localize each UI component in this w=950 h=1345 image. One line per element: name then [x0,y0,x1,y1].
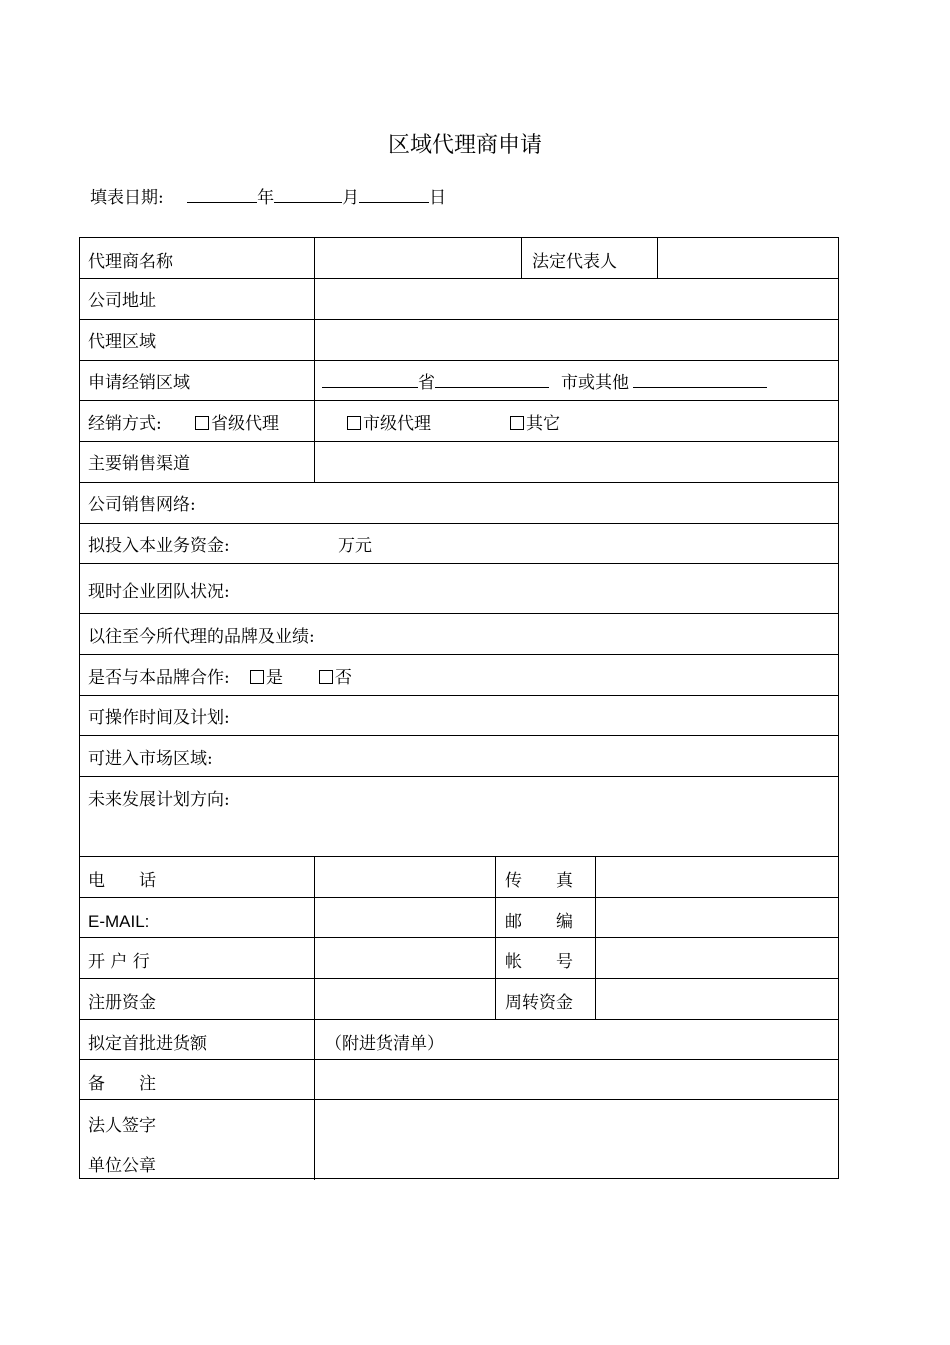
month-blank[interactable] [274,188,342,203]
history-label: 以往至今所代理的品牌及业绩: [88,627,315,647]
coop-label: 是否与本品牌合作: [88,668,230,688]
city-blank[interactable] [435,373,549,388]
bank-label: 开 户 行 [88,952,150,972]
checkbox-icon[interactable] [195,416,209,430]
city-other-label: 市或其他 [561,373,629,393]
schedule-label: 可操作时间及计划: [88,708,230,728]
checkbox-icon[interactable] [319,670,333,684]
agency-region-label: 代理区域 [88,332,156,352]
fax-label: 传 真 [505,871,573,891]
seal-label: 单位公章 [88,1156,156,1176]
legal-rep-label: 法定代表人 [532,252,617,272]
fill-date [90,183,446,208]
year-blank[interactable] [187,188,257,203]
fill-date-label: 填表日期: [90,188,164,208]
future-label: 未来发展计划方向: [88,790,230,810]
email-label: E-MAIL: [88,912,150,931]
team-label: 现时企业团队状况: [88,582,230,602]
coop-yes-option[interactable]: 是 [250,668,283,688]
capital-label: 拟投入本业务资金: [88,536,230,556]
address-label: 公司地址 [88,291,156,311]
city-other-blank[interactable] [633,373,767,388]
dist-region-label: 申请经销区域 [88,373,190,393]
network-label: 公司销售网络: [88,495,196,515]
reg-capital-label: 注册资金 [88,993,156,1013]
coop-no-option[interactable]: 否 [319,668,352,688]
day-label: 日 [429,188,447,208]
signature-label: 法人签字 [88,1116,156,1136]
phone-label: 电 话 [88,871,156,891]
checkbox-icon[interactable] [250,670,264,684]
dist-region-fields [322,373,767,393]
account-label: 帐 号 [505,952,573,972]
agent-name-label: 代理商名称 [88,252,173,272]
option-other[interactable]: 其它 [510,414,560,434]
postcode-label: 邮 编 [505,912,573,932]
year-label: 年 [257,188,275,208]
province-blank[interactable] [322,373,418,388]
dist-mode-label: 经销方式: [88,414,162,434]
option-province[interactable]: 省级代理 [195,414,279,434]
markets-label: 可进入市场区域: [88,749,213,769]
main-channels-label: 主要销售渠道 [88,454,190,474]
day-blank[interactable] [359,188,429,203]
province-label: 省 [418,373,435,393]
first-order-note: （附进货清单） [325,1034,444,1054]
working-capital-label: 周转资金 [505,993,573,1013]
remarks-label: 备 注 [88,1074,156,1094]
option-city[interactable]: 市级代理 [347,414,431,434]
checkbox-icon[interactable] [347,416,361,430]
first-order-label: 拟定首批进货额 [88,1034,207,1054]
month-label: 月 [342,188,360,208]
application-form [79,237,839,1179]
capital-unit: 万元 [338,536,372,556]
page-title: 区域代理商申请 [387,133,542,158]
checkbox-icon[interactable] [510,416,524,430]
